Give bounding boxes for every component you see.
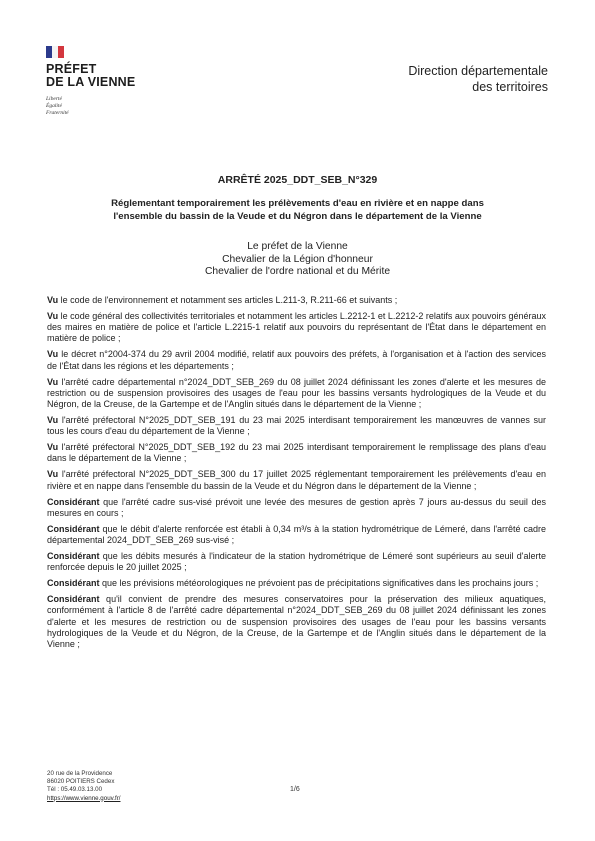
clause-item bbox=[47, 469, 546, 491]
direction-line-2: des territoires bbox=[472, 80, 548, 94]
clause-item bbox=[47, 578, 546, 589]
clause-text: l'arrêté préfectoral N°2025_DDT_SEB_300 du 17 juillet 2025 réglementant temporairement les prélèvements d'eau en rivière et en nappe dans l'ensemble du bassin de la Veude et du Négron dans le département de la Vienne ; bbox=[47, 469, 546, 491]
prefet-title-1: Le préfet de la Vienne bbox=[247, 241, 348, 252]
prefet-title-3: Chevalier de l'ordre national et du Mérite bbox=[204, 266, 391, 277]
clause-text: que le débit d'alerte renforcée est établi à 0,34 m³/s à la station hydrométrique de Lémeré, dans l'arrêté cadre départemental 2024_DDT_SEB_269 sus-visé ; bbox=[47, 523, 546, 546]
clause-item bbox=[47, 594, 546, 650]
prefet-title-2: Chevalier de la Légion d'honneur bbox=[222, 253, 373, 265]
clauses-list bbox=[47, 295, 546, 655]
prefet-line-1: PRÉFET bbox=[46, 62, 97, 76]
clause-lead: Vu bbox=[47, 415, 59, 426]
clause-item bbox=[47, 295, 546, 306]
motto-fraternite: Fraternité bbox=[46, 110, 69, 116]
clause-lead: Vu bbox=[47, 442, 59, 453]
subtitle-line-1: Réglementant temporairement les prélèvements d'eau en rivière et en nappe dans bbox=[111, 198, 484, 209]
footer-address bbox=[47, 770, 120, 803]
clause-text: le décret n°2004-374 du 29 avril 2004 modifié, relatif aux pouvoirs des préfets, à l'organisation et à l'action des services de l'État dans les régions et les départements ; bbox=[47, 349, 546, 371]
clause-item bbox=[47, 349, 546, 371]
clause-lead: Considérant bbox=[47, 578, 100, 589]
footer-street: 20 rue de la Providence bbox=[47, 770, 113, 777]
subtitle-line-2: l'ensemble du bassin de la Veude et du Négron dans le département de la Vienne bbox=[113, 210, 482, 222]
motto-liberte: Liberté bbox=[46, 96, 62, 102]
marianne-flag-icon bbox=[46, 46, 64, 58]
clause-item bbox=[47, 311, 546, 345]
clause-lead: Vu bbox=[47, 349, 59, 360]
clause-text: que l'arrêté cadre sus-visé prévoit une levée des mesures de gestion après 7 jours au-dessus du seuil des mesures en cours ; bbox=[47, 496, 546, 518]
direction-heading bbox=[408, 63, 548, 95]
clause-lead: Considérant bbox=[47, 594, 100, 605]
clause-lead: Considérant bbox=[47, 496, 100, 507]
clause-text: le code de l'environnement et notamment ses articles L.211-3, R.211-66 et suivants ; bbox=[58, 295, 398, 305]
clause-text: que les débits mesurés à l'indicateur de la station hydrométrique de Lémeré sont supérieurs au seuil d'alerte renforcée depuis le 20 juillet 2025 ; bbox=[47, 551, 546, 573]
clause-item bbox=[47, 377, 546, 411]
clause-text: que les prévisions météorologiques ne prévoient pas de précipitations significatives dans les prochains jours ; bbox=[99, 578, 539, 589]
clause-text: l'arrêté préfectoral N°2025_DDT_SEB_191 du 23 mai 2025 interdisant temporairement les manœuvres de vannes sur tous les cours d'eau du département de la Vienne ; bbox=[47, 415, 546, 437]
footer-phone: Tél : 05.49.03.13.00 bbox=[47, 786, 103, 794]
clause-item bbox=[47, 497, 546, 519]
page-number: 1/6 bbox=[290, 786, 300, 793]
clause-text: l'arrêté préfectoral N°2025_DDT_SEB_192 du 23 mai 2025 interdisant temporairement le remplissage des plans d'eau dans le département de la Vienne ; bbox=[47, 442, 546, 464]
clause-lead: Considérant bbox=[47, 523, 100, 534]
clause-lead: Vu bbox=[47, 311, 59, 321]
footer-website-link[interactable]: https://www.vienne.gouv.fr/ bbox=[47, 794, 121, 802]
clause-lead: Vu bbox=[47, 295, 59, 305]
clause-text: le code général des collectivités territoriales et notamment les articles L.2212-1 et L.2212-2 relatifs aux pouvoirs généraux des maires en matière de police et l'article L.2215-1 relatif aux pouvoirs du représentant de l'État dans le département en matière de police ; bbox=[47, 311, 546, 344]
direction-line-1: Direction départementale bbox=[408, 64, 548, 78]
clause-lead: Considérant bbox=[47, 551, 100, 562]
footer-city: 86020 POITIERS Cedex bbox=[47, 778, 115, 786]
clause-lead: Vu bbox=[47, 376, 59, 387]
prefet-logo-text bbox=[46, 63, 135, 89]
document-title: ARRÊTÉ 2025_DDT_SEB_N°329 bbox=[217, 174, 378, 186]
clause-item bbox=[47, 442, 546, 464]
document-subtitle bbox=[60, 198, 535, 223]
clause-item bbox=[47, 415, 546, 437]
clause-item bbox=[47, 551, 546, 573]
clause-lead: Vu bbox=[47, 469, 59, 480]
motto-egalite: Égalité bbox=[46, 103, 62, 109]
clause-item bbox=[47, 524, 546, 546]
clause-text: l'arrêté cadre départemental n°2024_DDT_SEB_269 du 08 juillet 2024 définissant les zones d'alerte et les mesures de restriction ou de suspension provisoires des usages de l'eau pour les bassins versants hydrologiques de la Veude et du Négron, de la Creuse, de la Gartempe et de l'Anglin situés dans le département de la Vienne ; bbox=[47, 376, 546, 410]
clause-text: qu'il convient de prendre des mesures conservatoires pour la préservation des milieux aquatiques, conformément à l'article 8 de l'arrêté cadre départemental n°2024_DDT_SEB_269 du 08 juillet 2024 définissant les zones d'alerte et les mesures de restriction ou de suspension provisoires des usages de l'eau pour les bassins versants hydrologiques de la Veude et du Négron, de la Creuse, de la Gartempe et de l'Anglin situés dans le département de la Vienne ; bbox=[47, 594, 546, 650]
republic-motto bbox=[46, 96, 69, 117]
prefet-line-2: DE LA VIENNE bbox=[46, 75, 136, 89]
prefet-titles bbox=[0, 241, 595, 279]
